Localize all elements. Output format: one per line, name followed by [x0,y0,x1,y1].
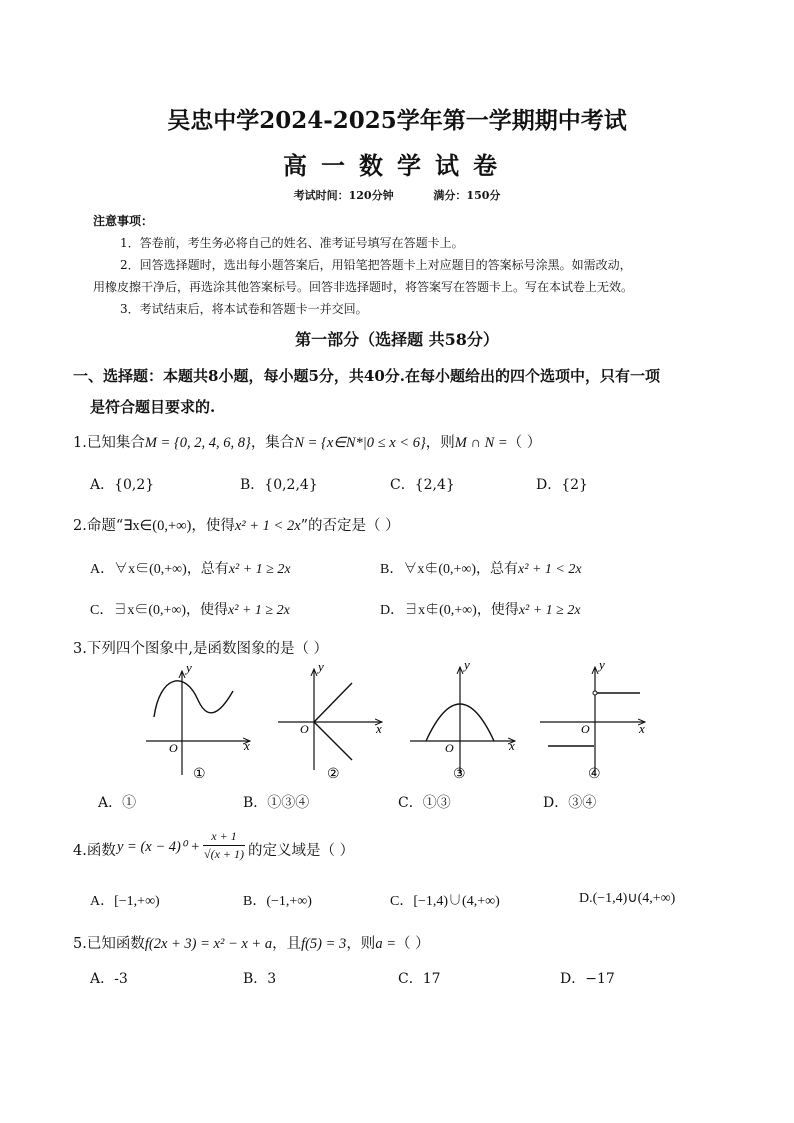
graph-1-caption: ① [193,767,206,782]
question-3-stem: 3.下列四个图象中,是函数图象的是（ ） [73,641,329,657]
q2-c-quant: C．∃x∈(0,+∞) [90,603,187,618]
school-title: 吴忠中学2024-2025学年第一学期期中考试 [167,107,627,134]
notice-heading: 注意事项： [93,214,154,228]
graph-3 [410,667,515,773]
graph-2-x: x [376,721,382,736]
graph-4-y: y [599,657,605,672]
q2-prop: ∃x∈(0,+∞) [123,518,192,534]
function-graphs [0,655,794,785]
q4-post: 的定义域是（ ） [248,843,355,859]
q2-post: ”的否定是（ ） [300,518,400,534]
set-m: M = {0, 2, 4, 6, 8} [144,435,251,451]
section1-line1: 一、选择题：本题共8小题，每小题5分，共40分.在每小题给出的四个选项中，只有一项 [73,367,660,385]
q5-pre: 5.已知函数 [73,936,145,952]
q3-option-c: C．①③ [398,795,451,811]
graph-3-origin: O [445,741,454,755]
graph-3-caption: ③ [453,767,466,782]
q5-post: ，则 [346,936,376,952]
q1-option-d: D．{2} [536,477,588,493]
q4-denominator: √(x + 1) [203,847,244,861]
q1-paren: （ ） [507,435,542,451]
q4-option-d: D.(−1,4)∪(4,+∞) [579,891,676,906]
q2-a-ineq: x² + 1 ≥ 2x [228,562,291,577]
q3-option-d: D．③④ [543,795,597,811]
q5-option-d: D．−17 [560,971,615,987]
subject-title: 高一数学试卷 [283,151,511,180]
exam-info [0,187,794,203]
q4-fraction [203,829,245,862]
q4-expr: y = (x − 4)⁰ + [117,839,201,855]
notice-item-2a: 2．回答选择题时，选出每小题答案后，用铅笔把答题卡上对应题目的答案标号涂黑。如需改动， [120,258,632,272]
graph-4-x: x [639,721,645,736]
question-4-pre: 4.函数 [73,843,116,859]
exam-time: 考试时间：120分钟 [293,189,394,202]
graph-1-origin: O [169,741,178,755]
q5-mid: ，且 [272,936,302,952]
q1-option-b: B．{0,2,4} [240,477,318,493]
q2-mid: ，使得 [191,518,235,534]
graph-3-x: x [509,738,515,753]
q1-post: ，则 [425,435,455,451]
part1-heading: 第一部分（选择题 共58分） [295,330,499,349]
q5-paren: （ ） [395,936,430,952]
q2-b-quant: B．∀x∉(0,+∞) [380,562,477,577]
graph-4 [540,667,645,770]
graph-4-origin: O [581,722,590,736]
graph-1-x: x [244,738,250,753]
q5-cond: f(5) = 3 [301,936,347,952]
notice-item-2b: 用橡皮擦干净后，再选涂其他答案标号。回答非选择题时，将答案写在答题卡上。写在本试卷上无效。 [93,280,634,294]
q5-option-b: B．3 [243,971,277,987]
set-n: N = {x∈N*|0 ≤ x < 6} [294,435,426,451]
q2-option-a [90,558,291,578]
q2-ineq: x² + 1 < 2x [234,518,301,534]
q1-expr: M ∩ N = [454,435,508,451]
question-5-stem [73,932,430,953]
graph-4-caption: ④ [588,767,601,782]
q5-func: f(2x + 3) = x² − x + a [144,936,273,952]
q5-a: a = [375,936,396,952]
q5-option-a: A．-3 [90,971,128,987]
q4-numerator: x + 1 [211,829,237,843]
q2-b-word: ，总有 [476,561,519,577]
notice-item-3: 3．考试结束后，将本试卷和答题卡一并交回。 [120,302,368,316]
graph-1-y: y [186,660,192,675]
q1-pre: 1.已知集合 [73,435,145,451]
q1-option-a: A．{0,2} [90,477,155,493]
q2-c-word: ，使得 [186,602,229,618]
q2-d-ineq: x² + 1 ≥ 2x [518,603,581,618]
q2-option-b [380,558,582,578]
notice-item-1: 1．答卷前，考生务必将自己的姓名、准考证号填写在答题卡上。 [120,236,464,250]
full-score: 满分：150分 [433,189,501,202]
q2-b-ineq: x² + 1 < 2x [518,562,582,577]
q4-option-a: A．[−1,+∞) [90,894,160,909]
graph-1 [146,671,250,775]
q5-option-c: C．17 [398,971,441,987]
section1-line2: 是符合题目要求的. [90,398,216,416]
q4-option-c: C．[−1,4)∪(4,+∞) [390,894,500,909]
q2-d-quant: D．∃x∉(0,+∞) [380,603,477,618]
q4-option-b: B．(−1,+∞) [243,894,312,909]
q2-c-ineq: x² + 1 ≥ 2x [228,603,290,618]
graph-2-origin: O [300,722,309,736]
q2-option-c [90,599,290,619]
graph-3-y: y [464,657,470,672]
question-2-stem [73,514,400,535]
graph-2 [278,669,382,770]
q2-d-word: ，使得 [476,602,519,618]
question-1-stem [73,431,541,452]
q2-a-quant: A．∀x∈(0,+∞) [90,562,187,577]
graph-2-caption: ② [327,767,340,782]
q3-option-b: B．①③④ [243,795,310,811]
q2-a-word: ，总有 [186,561,229,577]
q3-option-a: A．① [98,795,137,811]
q2-option-d [380,599,581,619]
q2-pre: 2.命题“ [73,518,124,534]
q1-option-c: C．{2,4} [390,477,455,493]
q1-mid: ，集合 [250,435,295,451]
graph-2-y: y [318,659,324,674]
